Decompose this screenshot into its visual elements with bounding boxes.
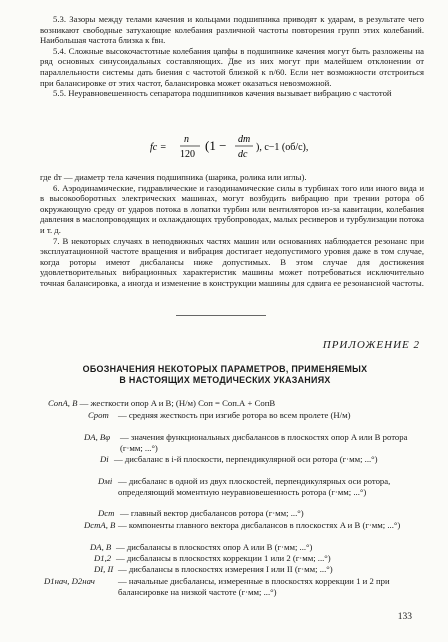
glossary-item: Dмi <box>98 476 113 486</box>
glossary-item: DA, B <box>90 542 112 552</box>
glossary-text: — средняя жесткость при изгибе ротора во всем пролете (Н/м) <box>118 410 351 420</box>
page-number: 133 <box>397 612 412 622</box>
formula-lhs: fc = <box>150 142 167 153</box>
paragraph-6: 6. Аэродинамические, гидравлические и газодинамические силы в турбинах того или иного вида и в высокооборотных электрических машинах, могут возбудить вибрацию при трении ротора об окружающую среду от ударов потока в лопатки турбин или вентиляторов из-за кавитации, колебания давления в маслопроводящих и охлаждающих трубопроводах, малых ресиверов и турбулизации потока и т. д. <box>40 182 424 235</box>
glossary-item: Dст <box>98 508 115 518</box>
glossary-text: — дисбаланс в i-й плоскости, перпендикулярной оси ротора (г·мм; ...°) <box>114 454 378 464</box>
glossary-text: — дисбалансы в плоскостях опор A или B (г·мм; ...°) <box>116 542 313 552</box>
formula-inner: (1 − <box>205 138 227 153</box>
paragraph-5-5: 5.5. Неуравновешенность сепаратора подшипников качения вызывает вибрацию с частотой <box>53 88 392 99</box>
heading-line-1: ОБОЗНАЧЕНИЯ НЕКОТОРЫХ ПАРАМЕТРОВ, ПРИМЕНЯЕМЫХ <box>82 364 368 374</box>
glossary-text: — начальные дисбалансы, измеренные в плоскостях коррекции 1 и 2 при балансировке на низкой частоте (г·мм; ...°) <box>118 576 390 597</box>
formula-num1: n <box>184 134 189 145</box>
paragraph-5-3: 5.3. Зазоры между телами качения и кольцами подшипника приводят к ударам, в результате чего возникают свободные затухающие колебания различной частоты повторения групп этих колебаний. Наибольшая частота близка к fвн. <box>40 14 424 46</box>
glossary-text: — дисбалансы в плоскостях коррекции 1 или 2 (г·мм; ...°) <box>116 553 331 563</box>
formula-den1: 120 <box>180 149 195 160</box>
glossary-text: — значения функциональных дисбалансов в плоскостях опор A или B ротора (г·мм; ...°) <box>120 432 408 453</box>
glossary-item: D1нач, D2нач <box>44 576 95 586</box>
glossary-text: — компоненты главного вектора дисбалансов в плоскостях A и B (г·мм; ...°) <box>118 520 401 530</box>
glossary-text: — дисбалансы в плоскостях измерения I или II (г·мм; ...°) <box>118 564 333 574</box>
glossary-item: Di <box>100 454 109 464</box>
paragraph-7: 7. В некоторых случаях в неподвижных частях машин или основаниях наблюдается резонанс при эксплуатационной частоте вращения и вибрация достигает недопустимого уровня даже в том случае, когда роторы имеют дисбалансы ниже допустимых. В этом случае для достижения удовлетворительных вибрационных характеристик машины может потребоваться исключительно точная балансировка, а иногда и изменение в конструкции машины для сдвига ее резонансной частоты. <box>40 235 424 288</box>
glossary-item: Cрот <box>88 410 109 420</box>
heading-line-2: В НАСТОЯЩИХ МЕТОДИЧЕСКИХ УКАЗАНИЯХ <box>119 375 331 385</box>
appendix-label: ПРИЛОЖЕНИЕ 2 <box>322 339 420 351</box>
paragraph-5-4: 5.4. Сложные высокочастотные колебания цапфы в подшипнике качения могут быть разложены на ряд основных синусоидальных составляющих. Две из них могут при малейшем отклонении от параллельности системы дать биения с частотой близкой к n/60. Если нет возможности отстроиться при балансировке от этих частот, балансировка может оказаться невозможной. <box>40 45 424 88</box>
glossary-item: DстA, B <box>84 520 116 530</box>
formula-den2: dc <box>238 149 248 160</box>
glossary-item: CопA, B — жесткости опор A и B; (Н/м) Cоп = Cоп.А + CопВ <box>48 398 276 408</box>
glossary-item: DA, Bφ <box>84 432 111 442</box>
formula-tail: ), c−1 (об/с), <box>256 142 309 153</box>
glossary-item: DI, II <box>94 564 114 574</box>
formula-note: где dт — диаметр тела качения подшипника (шарика, ролика или иглы). <box>40 172 307 182</box>
glossary-text: — дисбаланс в одной из двух плоскостей, перпендикулярных оси ротора, определяющий моментную неуравновешенность ротора (г·мм; ...°) <box>118 476 391 497</box>
glossary-item: D1,2 <box>94 553 112 563</box>
glossary-text: — главный вектор дисбалансов ротора (г·мм; ...°) <box>120 508 304 518</box>
formula-num2: dт <box>238 134 251 145</box>
